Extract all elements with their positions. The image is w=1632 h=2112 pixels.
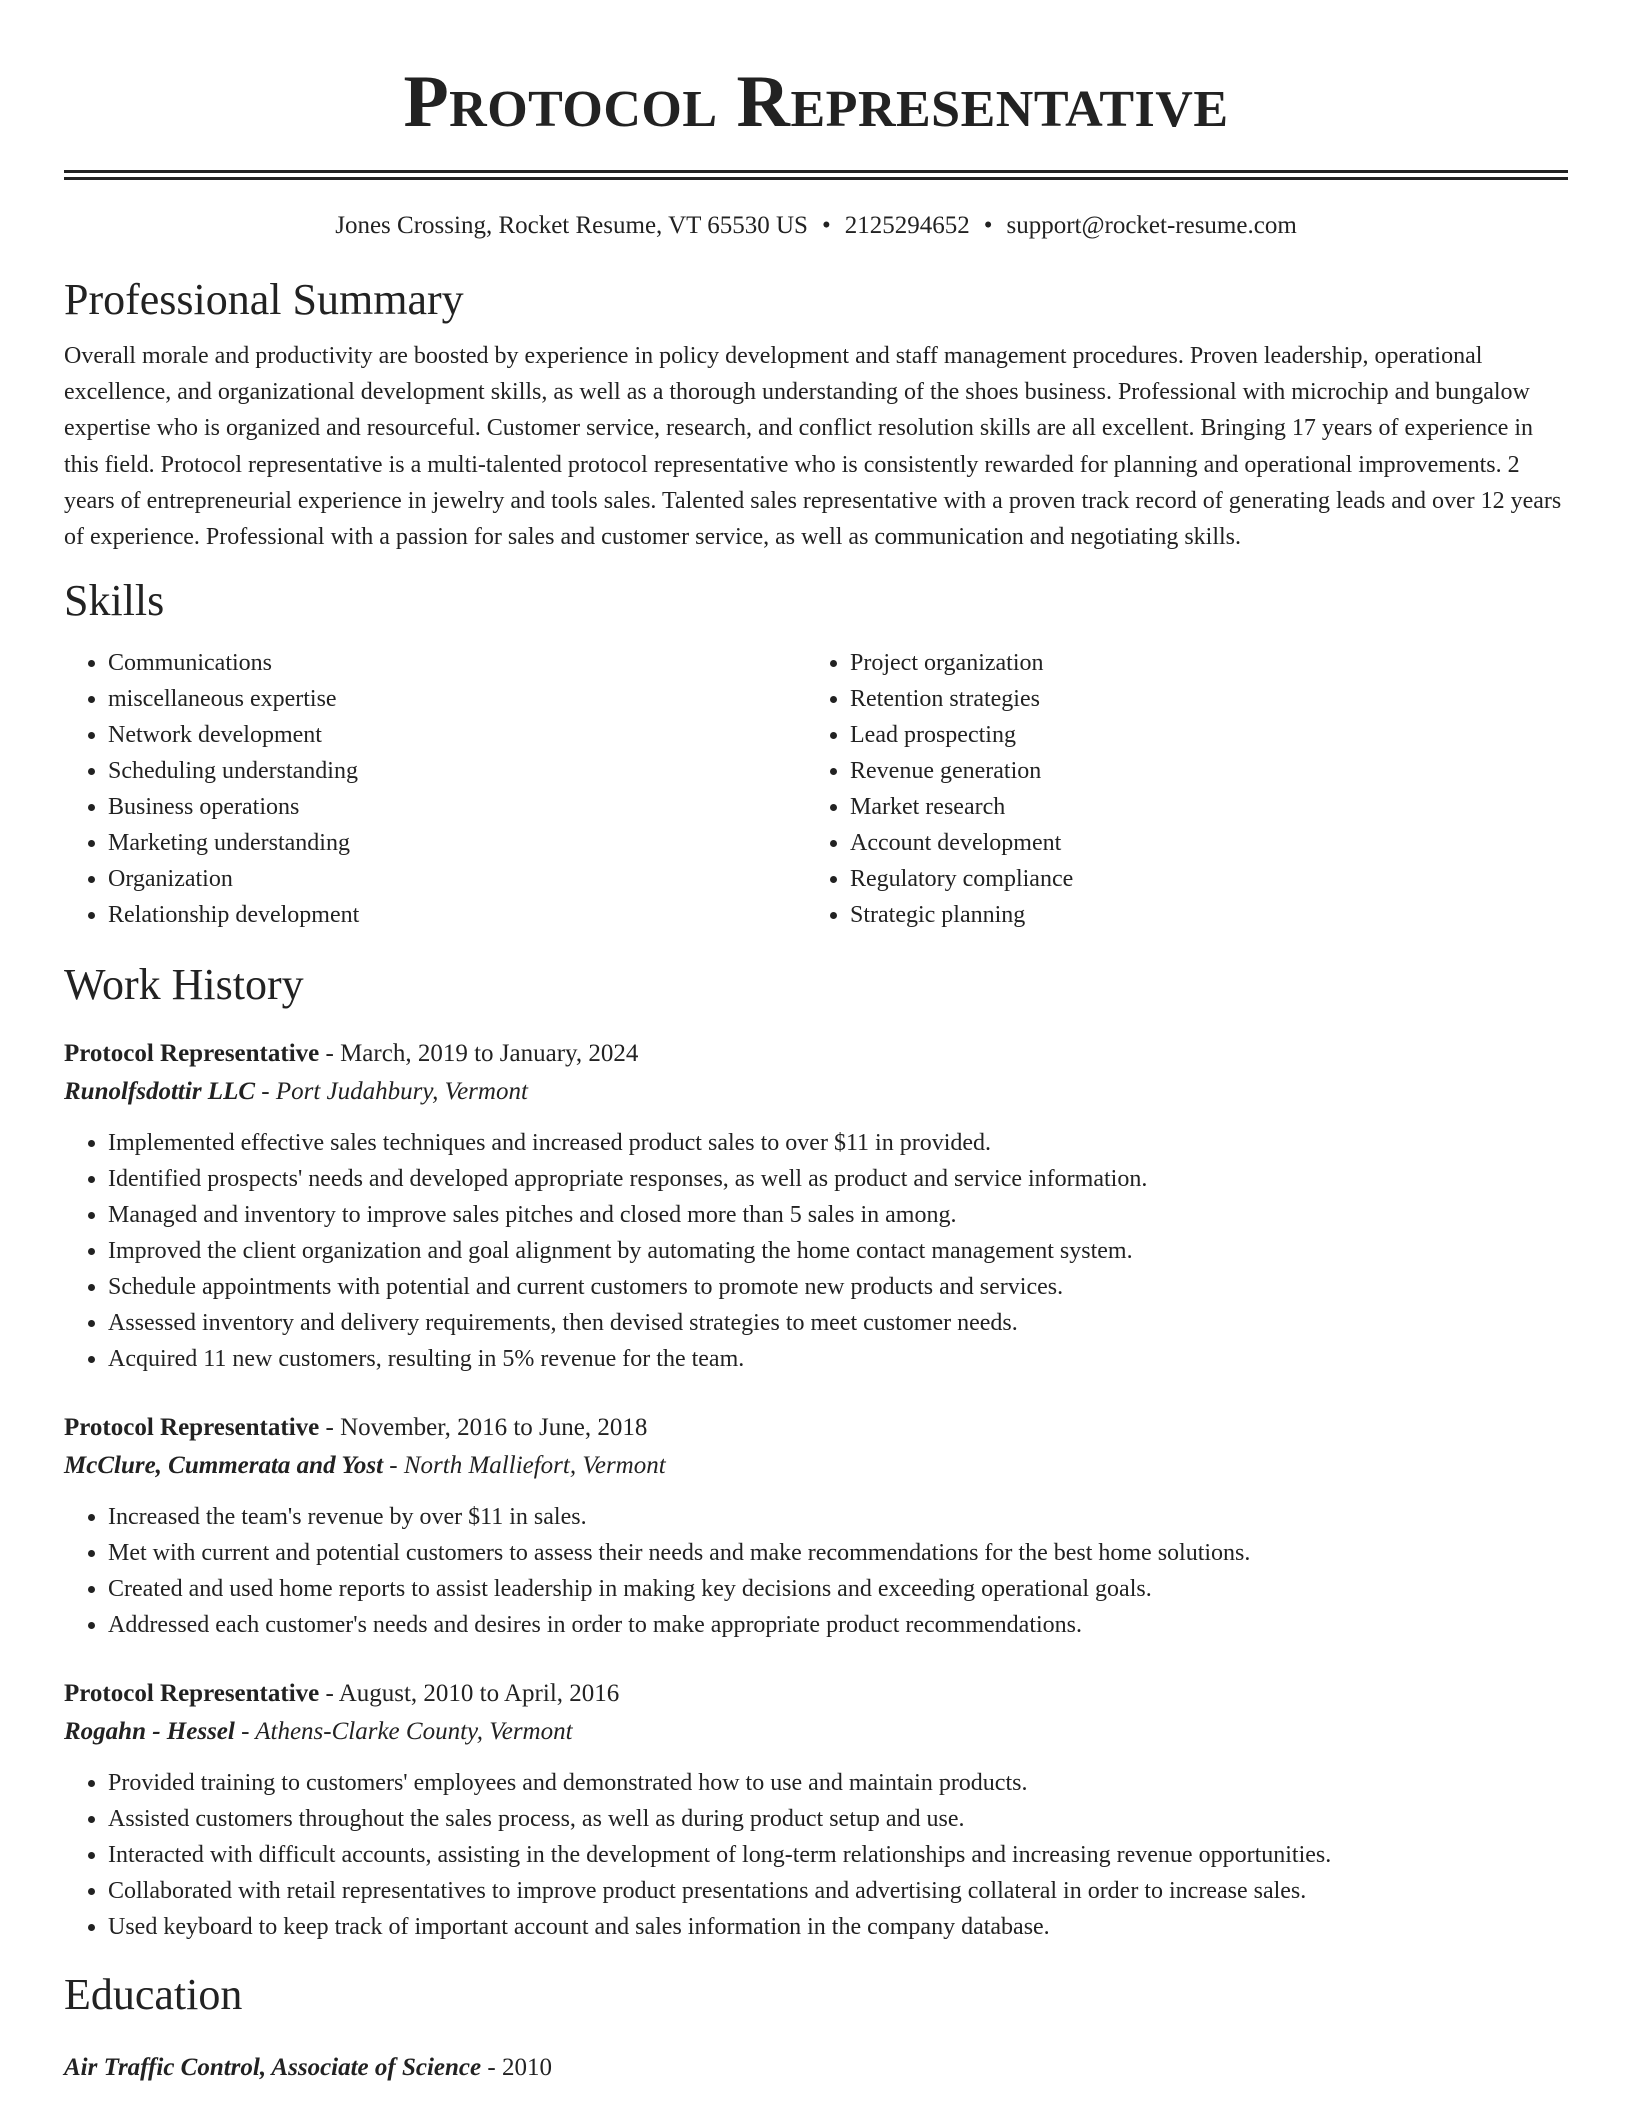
job-bullets (64, 1499, 1568, 1643)
education-degree: Air Traffic Control, Associate of Science (64, 2054, 482, 2082)
skill-item: • Relationship development (108, 897, 806, 933)
job-dates: - August, 2010 to April, 2016 (319, 1680, 620, 1708)
education-year: - 2010 (481, 2054, 552, 2082)
job-entry (64, 1675, 1568, 1945)
job-title: Protocol Representative (64, 1414, 320, 1442)
resume-name: Protocol Representative (403, 61, 1229, 143)
job-bullet: • Assessed inventory and delivery requirements, then devised strategies to meet customer needs. (108, 1305, 1568, 1341)
skill-item: • Retention strategies (850, 681, 1548, 717)
job-bullets (64, 1125, 1568, 1377)
job-bullet: • Addressed each customer's needs and desires in order to make appropriate product recommendations. (108, 1607, 1568, 1643)
summary-heading: Professional Summary (64, 275, 464, 324)
job-bullet: • Improved the client organization and goal alignment by automating the home contact management system. (108, 1233, 1568, 1269)
job-bullet: • Met with current and potential customers to assess their needs and make recommendations for the best home solutions. (108, 1535, 1568, 1571)
job-bullet: • Used keyboard to keep track of important account and sales information in the company database. (108, 1909, 1568, 1945)
contact-separator: • (821, 212, 831, 239)
job-bullet: • Schedule appointments with potential and current customers to promote new products and services. (108, 1269, 1568, 1305)
job-title: Protocol Representative (64, 1680, 320, 1708)
skill-item: • Organization (108, 861, 806, 897)
contact-line (64, 210, 1568, 242)
job-bullet: • Implemented effective sales techniques and increased product sales to over $11 in provided. (108, 1125, 1568, 1161)
job-location: - North Malliefort, Vermont (383, 1452, 666, 1480)
skill-item: • Communications (108, 645, 806, 681)
job-bullets (64, 1765, 1568, 1945)
skill-item: • Market research (850, 789, 1548, 825)
job-entry (64, 1409, 1568, 1643)
job-employer (64, 1713, 1568, 1751)
job-bullet: • Identified prospects' needs and developed appropriate responses, as well as product and service information. (108, 1161, 1568, 1197)
skill-item: • Project organization (850, 645, 1548, 681)
skill-item: • Lead prospecting (850, 717, 1548, 753)
contact-address: Jones Crossing, Rocket Resume, VT 65530 US (335, 212, 808, 239)
job-bullet: • Assisted customers throughout the sales process, as well as during product setup and use. (108, 1801, 1568, 1837)
summary-text: Overall morale and productivity are boosted by experience in policy development and staff management procedures. Proven leadership, operational excellence, and organizational development skills, as well as a thorough understanding of the shoes business. Professional with microchip and bungalow expertise who is organized and resourceful. Customer service, research, and conflict resolution skills are all excellent. Bringing 17 years of experience in this field. Protocol representative is a multi-talented protocol representative who is consistently rewarded for planning and operational improvements. 2 years of entrepreneurial experience in jewelry and tools sales. Talented sales representative with a proven track record of generating leads and over 12 years of experience. Professional with a passion for sales and customer service, as well as communication and negotiating skills. (64, 343, 1562, 551)
job-entry (64, 1035, 1568, 1377)
education-heading: Education (64, 1970, 243, 2020)
job-title: Protocol Representative (64, 1040, 320, 1068)
job-bullet: • Interacted with difficult accounts, assisting in the development of long-term relationships and increasing revenue opportunities. (108, 1837, 1568, 1873)
education-entry (64, 2049, 1568, 2087)
job-dates: - November, 2016 to June, 2018 (319, 1414, 648, 1442)
skill-item: • Scheduling understanding (108, 753, 806, 789)
job-bullet: • Increased the team's revenue by over $11 in sales. (108, 1499, 1568, 1535)
job-employer (64, 1447, 1568, 1485)
job-bullet: • Acquired 11 new customers, resulting in 5% revenue for the team. (108, 1341, 1568, 1377)
skills-column-right (806, 645, 1548, 933)
skill-item: • Network development (108, 717, 806, 753)
job-header (64, 1675, 1568, 1713)
job-company: McClure, Cummerata and Yost (64, 1452, 384, 1480)
skill-item: • Business operations (108, 789, 806, 825)
job-header (64, 1035, 1568, 1073)
skill-item: • Regulatory compliance (850, 861, 1548, 897)
header-double-rule (64, 170, 1568, 180)
skills-list (64, 645, 1568, 933)
skills-heading: Skills (64, 576, 165, 626)
skill-item: • Account development (850, 825, 1548, 861)
job-bullet: • Managed and inventory to improve sales pitches and closed more than 5 sales in among. (108, 1197, 1568, 1233)
job-company: Runolfsdottir LLC (64, 1078, 256, 1106)
skill-item: • Revenue generation (850, 753, 1548, 789)
job-company: Rogahn - Hessel (64, 1718, 235, 1746)
work-history-heading: Work History (64, 960, 304, 1010)
skill-item: • miscellaneous expertise (108, 681, 806, 717)
contact-separator: • (983, 212, 993, 239)
job-bullet: • Provided training to customers' employees and demonstrated how to use and maintain products. (108, 1765, 1568, 1801)
job-header (64, 1409, 1568, 1447)
job-employer (64, 1073, 1568, 1111)
job-bullet: • Collaborated with retail representatives to improve product presentations and advertising collateral in order to increase sales. (108, 1873, 1568, 1909)
skills-column-left (64, 645, 806, 933)
skill-item: • Strategic planning (850, 897, 1548, 933)
contact-email: support@rocket-resume.com (1006, 212, 1297, 239)
skill-item: • Marketing understanding (108, 825, 806, 861)
job-bullet: • Created and used home reports to assist leadership in making key decisions and exceeding operational goals. (108, 1571, 1568, 1607)
job-location: - Athens-Clarke County, Vermont (234, 1718, 573, 1746)
job-location: - Port Judahbury, Vermont (255, 1078, 528, 1106)
job-dates: - March, 2019 to January, 2024 (319, 1040, 639, 1068)
contact-phone: 2125294652 (844, 212, 970, 239)
